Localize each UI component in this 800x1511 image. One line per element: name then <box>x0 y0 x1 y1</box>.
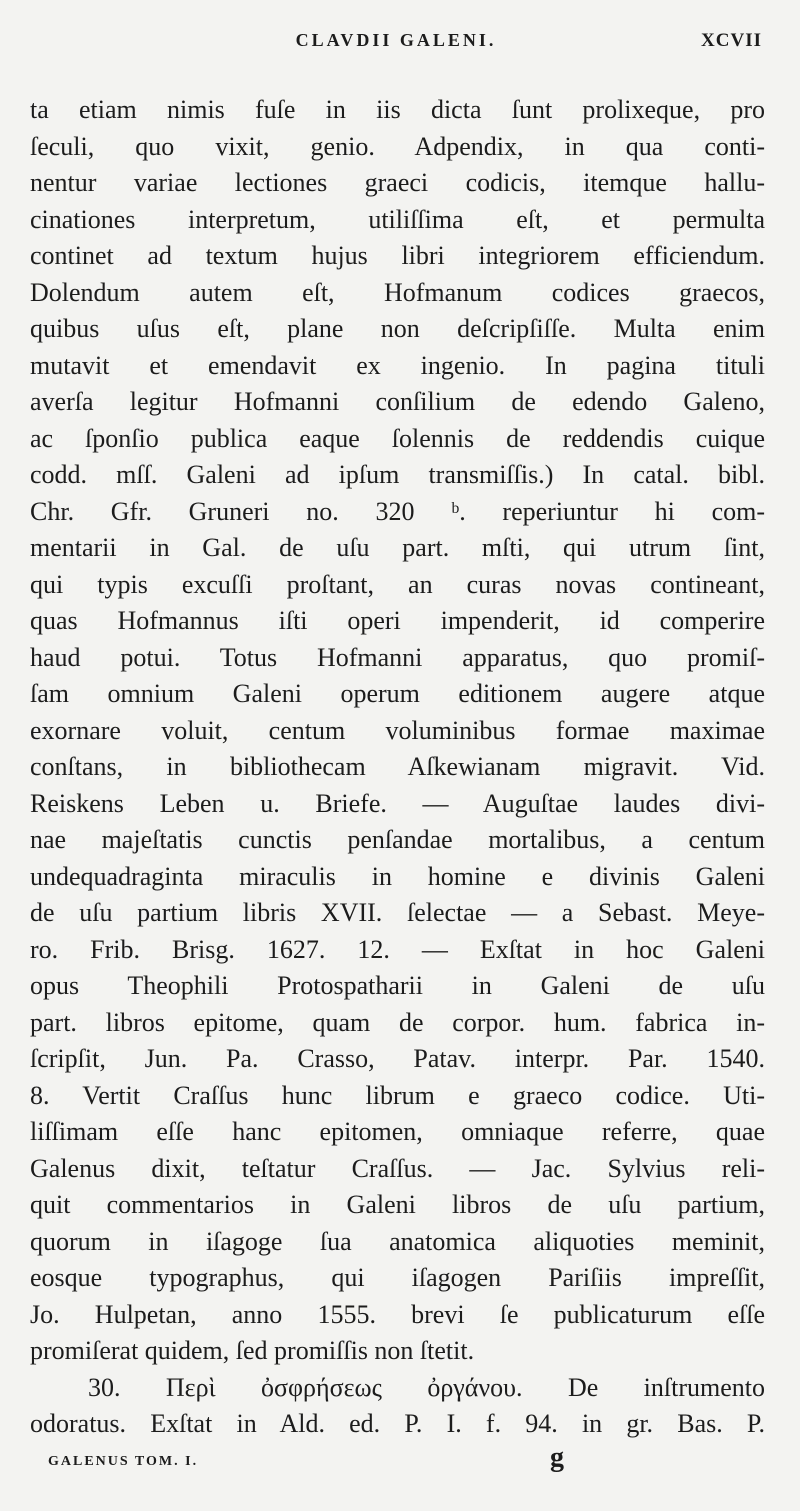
text-line: quorum in iſagoge ſua anatomica aliquoties meminit, <box>30 1226 765 1256</box>
text-line: exornare voluit, centum voluminibus formae maximae <box>30 715 765 745</box>
body-text <box>30 92 765 1443</box>
text-line: eosque typographus, qui iſagogen Pariſiis impreſſit, <box>30 1263 765 1292</box>
text-line: ro. Frib. Brisg. 1627. 12. — Exſtat in hoc Galeni <box>30 934 765 964</box>
text-line: averſa legitur Hofmanni conſilium de edendo Galeno, <box>30 387 765 416</box>
text-line: Dolendum autem eſt, Hofmanum codices graecos, <box>30 277 765 307</box>
text-line: 8. Vertit Craſſus hunc librum e graeco codice. Uti- <box>30 1080 765 1110</box>
text-line: liſſimam eſſe hanc epitomen, omniaque referre, quae <box>30 1117 765 1146</box>
text-line: quibus uſus eſt, plane non deſcripſiſſe. Multa enim <box>30 314 765 343</box>
text-line: nae majeſtatis cunctis penſandae mortalibus, a centum <box>30 825 765 854</box>
text-line: promiſerat quidem, ſed promiſſis non ſtetit. <box>30 1336 475 1365</box>
text-line: mentarii in Gal. de uſu part. mſti, qui utrum ſint, <box>30 533 765 562</box>
text-line: ſcripſit, Jun. Pa. Crasso, Patav. interpr. Par. 1540. <box>30 1044 765 1073</box>
text-line: quit commentarios in Galeni libros de uſu partium, <box>30 1190 765 1219</box>
text-line: part. libros epitome, quam de corpor. hum. fabrica in- <box>30 1007 765 1037</box>
text-line: quas Hofmannus iſti operi impenderit, id comperire <box>30 606 765 635</box>
text-line: cinationes interpretum, utiliſſima eſt, et permulta <box>30 204 765 234</box>
text-line: Chr. Gfr. Gruneri no. 320 ᵇ. reperiuntur hi com- <box>30 496 765 526</box>
text-line: mutavit et emendavit ex ingenio. In pagina tituli <box>30 350 765 380</box>
signature-line: GALENUS TOM. I. <box>48 1454 199 1469</box>
text-line: continet ad textum hujus libri integriorem efficiendum. <box>30 241 765 270</box>
text-line: opus Theophili Protospatharii in Galeni de uſu <box>30 971 765 1000</box>
text-line: haud potui. Totus Hofmanni apparatus, quo promiſ- <box>30 642 765 672</box>
section-heading-line: 30. Περὶ ὀσφρήσεως ὀργάνου. De inſtrumento <box>88 1372 765 1402</box>
text-line: qui typis excuſſi proſtant, an curas novas contineant, <box>30 569 765 599</box>
text-line: undequadraginta miraculis in homine e divinis Galeni <box>30 861 765 891</box>
text-line: ſam omnium Galeni operum editionem augere atque <box>30 679 765 708</box>
text-line: Galenus dixit, teſtatur Craſſus. — Jac. Sylvius reli- <box>30 1153 765 1183</box>
text-line: ſeculi, quo vixit, genio. Adpendix, in qua conti- <box>30 131 765 161</box>
text-line: Reiskens Leben u. Briefe. — Auguſtae laudes divi- <box>30 788 765 818</box>
text-line: nentur variae lectiones graeci codicis, itemque hallu- <box>30 168 765 197</box>
text-line: codd. mſſ. Galeni ad ipſum transmiſſis.) In catal. bibl. <box>30 460 765 489</box>
text-line: Jo. Hulpetan, anno 1555. brevi ſe publicaturum eſſe <box>30 1299 765 1329</box>
text-line: conſtans, in bibliothecam Aſkewianam migravit. Vid. <box>30 752 765 781</box>
signature-mark: g <box>550 1442 564 1473</box>
running-title: CLAVDII GALENI. <box>295 30 497 50</box>
page-number: XCVII <box>701 30 762 51</box>
text-line: odoratus. Exſtat in Ald. ed. P. I. f. 94. in gr. Bas. P. <box>30 1409 765 1438</box>
page-footer <box>48 1442 760 1478</box>
text-line: de uſu partium libris XVII. ſelectae — a Sebast. Meye- <box>30 898 765 927</box>
text-line: ac ſponſio publica eaque ſolennis de reddendis cuique <box>30 423 765 453</box>
text-line: ta etiam nimis fuſe in iis dicta ſunt prolixeque, pro <box>30 95 765 124</box>
page-header <box>30 30 762 60</box>
